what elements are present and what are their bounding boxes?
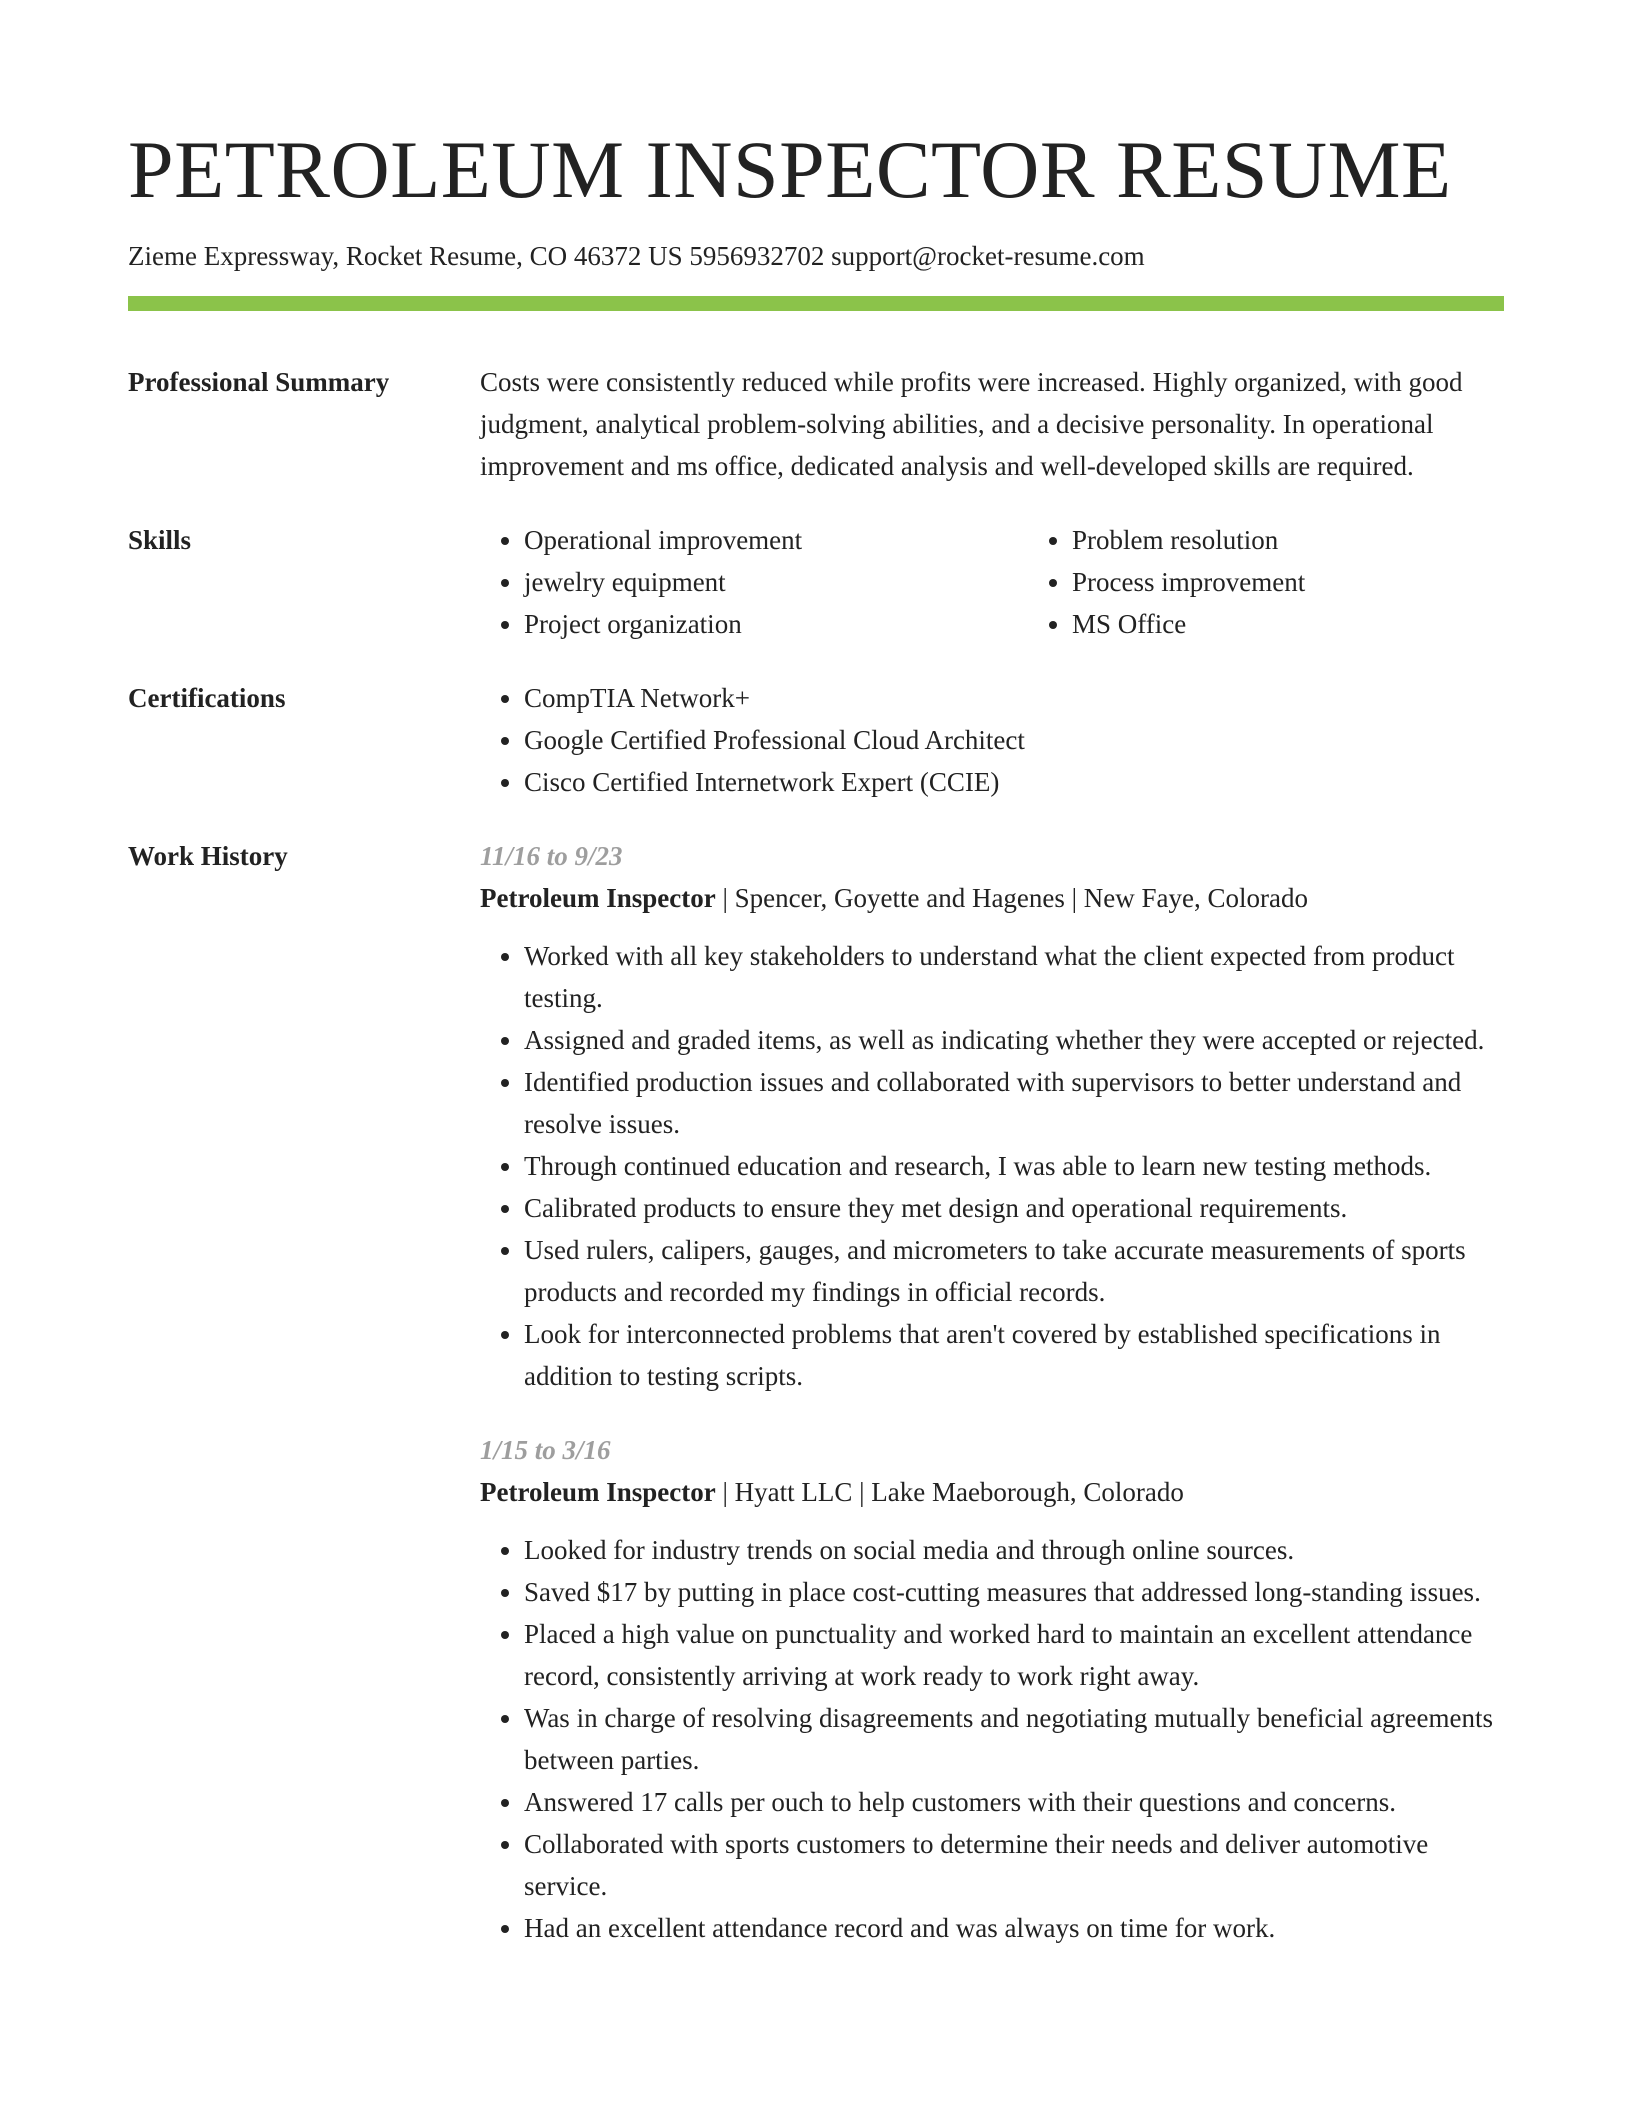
job-details: | Hyatt LLC | Lake Maeborough, Colorado bbox=[715, 1477, 1184, 1507]
job-bullet: • Worked with all key stakeholders to understand what the client expected from product testing. bbox=[524, 935, 1504, 1019]
job-bullets bbox=[480, 935, 1504, 1397]
skills-list-right bbox=[1028, 519, 1576, 645]
job-dates: 1/15 to 3/16 bbox=[480, 1435, 611, 1465]
professional-summary-section bbox=[128, 361, 1504, 487]
job-bullet: • Assigned and graded items, as well as indicating whether they were accepted or rejected. bbox=[524, 1019, 1504, 1061]
job-entry bbox=[480, 1429, 1504, 1949]
certification-item: • Google Certified Professional Cloud Architect bbox=[524, 719, 1504, 761]
job-bullet: • Used rulers, calipers, gauges, and micrometers to take accurate measurements of sports products and recorded my findings in official records. bbox=[524, 1229, 1504, 1313]
job-bullet: • Identified production issues and collaborated with supervisors to better understand and resolve issues. bbox=[524, 1061, 1504, 1145]
job-header bbox=[480, 877, 1504, 919]
job-bullet: • Through continued education and research, I was able to learn new testing methods. bbox=[524, 1145, 1504, 1187]
skill-item: • Process improvement bbox=[1072, 561, 1576, 603]
job-bullet: • Collaborated with sports customers to determine their needs and deliver automotive service. bbox=[524, 1823, 1504, 1907]
certifications-section bbox=[128, 677, 1504, 803]
skills-section bbox=[128, 519, 1504, 645]
job-bullet: • Calibrated products to ensure they met design and operational requirements. bbox=[524, 1187, 1504, 1229]
resume-title: PETROLEUM INSPECTOR RESUME bbox=[128, 124, 1452, 215]
certification-item: • Cisco Certified Internetwork Expert (CCIE) bbox=[524, 761, 1504, 803]
job-bullets bbox=[480, 1529, 1504, 1949]
job-details: | Spencer, Goyette and Hagenes | New Faye, Colorado bbox=[715, 883, 1309, 913]
resume-page bbox=[128, 0, 1504, 1949]
certification-item: • CompTIA Network+ bbox=[524, 677, 1504, 719]
job-bullet: • Look for interconnected problems that aren't covered by established specifications in addition to testing scripts. bbox=[524, 1313, 1504, 1397]
section-heading: Work History bbox=[128, 841, 288, 871]
header-divider bbox=[128, 296, 1504, 311]
section-heading: Certifications bbox=[128, 683, 286, 713]
job-header bbox=[480, 1471, 1504, 1513]
job-bullet: • Saved $17 by putting in place cost-cutting measures that addressed long-standing issues. bbox=[524, 1571, 1504, 1613]
skills-list-left bbox=[480, 519, 1028, 645]
skill-item: • Problem resolution bbox=[1072, 519, 1576, 561]
job-title: Petroleum Inspector bbox=[480, 883, 716, 913]
job-title: Petroleum Inspector bbox=[480, 1477, 716, 1507]
skill-item: • jewelry equipment bbox=[524, 561, 1028, 603]
job-bullet: • Answered 17 calls per ouch to help customers with their questions and concerns. bbox=[524, 1781, 1504, 1823]
job-bullet: • Was in charge of resolving disagreements and negotiating mutually beneficial agreements between parties. bbox=[524, 1697, 1504, 1781]
section-heading: Professional Summary bbox=[128, 367, 390, 397]
work-history-section bbox=[128, 835, 1504, 1949]
skill-item: • Project organization bbox=[524, 603, 1028, 645]
job-dates: 11/16 to 9/23 bbox=[480, 841, 623, 871]
job-bullet: • Placed a high value on punctuality and worked hard to maintain an excellent attendance record, consistently arriving at work ready to work right away. bbox=[524, 1613, 1504, 1697]
job-entry bbox=[480, 835, 1504, 1397]
summary-text: Costs were consistently reduced while profits were increased. Highly organized, with good judgment, analytical problem-solving abilities, and a decisive personality. In operational improvement and ms office, dedicated analysis and well-developed skills are required. bbox=[480, 367, 1463, 481]
job-bullet: • Had an excellent attendance record and was always on time for work. bbox=[524, 1907, 1504, 1949]
skill-item: • MS Office bbox=[1072, 603, 1576, 645]
job-bullet: • Looked for industry trends on social media and through online sources. bbox=[524, 1529, 1504, 1571]
certifications-list bbox=[480, 677, 1504, 803]
contact-line: Zieme Expressway, Rocket Resume, CO 46372 US 5956932702 support@rocket-resume.com bbox=[128, 241, 1145, 271]
section-heading: Skills bbox=[128, 525, 192, 555]
skills-columns bbox=[480, 519, 1504, 645]
skill-item: • Operational improvement bbox=[524, 519, 1028, 561]
